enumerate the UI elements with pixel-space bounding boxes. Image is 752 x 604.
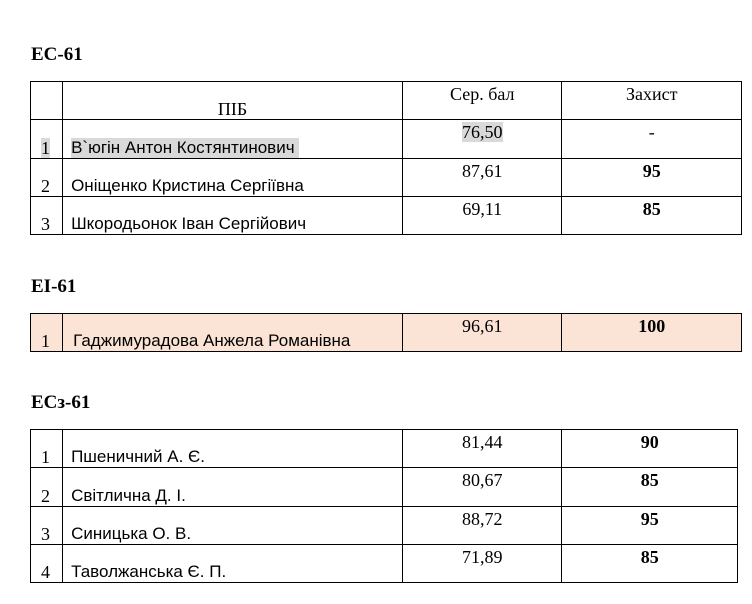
row-defense: 85 bbox=[642, 199, 661, 219]
header-name-label: ПІБ bbox=[217, 99, 248, 119]
row-avg: 87,61 bbox=[462, 161, 503, 181]
row-number: 4 bbox=[41, 562, 50, 582]
row-defense: 100 bbox=[638, 316, 666, 336]
row-avg: 69,11 bbox=[462, 199, 503, 219]
row-name: Синицька О. В. bbox=[71, 524, 192, 543]
row-name: Пшеничний А. Є. bbox=[71, 447, 205, 466]
table-row bbox=[31, 197, 742, 235]
table-ei61 bbox=[30, 313, 742, 352]
header-defense-cell bbox=[562, 82, 742, 120]
group-title-ei61: ЕІ-61 bbox=[31, 276, 77, 297]
row-defense: - bbox=[648, 122, 655, 142]
row-name: Світлична Д. І. bbox=[71, 486, 186, 505]
row-number: 3 bbox=[41, 524, 50, 544]
row-name: Таволжанська Є. П. bbox=[71, 562, 227, 581]
table-row bbox=[31, 120, 742, 159]
header-number-cell bbox=[31, 82, 63, 120]
table-row bbox=[31, 507, 738, 545]
row-number: 1 bbox=[41, 331, 50, 351]
row-number: 2 bbox=[41, 176, 50, 196]
row-name: В`югін Антон Костянтинович bbox=[71, 138, 298, 158]
header-name-cell bbox=[63, 82, 403, 120]
row-avg: 96,61 bbox=[462, 316, 503, 336]
table-row bbox=[31, 314, 742, 352]
row-avg: 80,67 bbox=[462, 470, 503, 490]
group-title-ecz61: ЕСз-61 bbox=[31, 392, 91, 413]
row-name: Шкородьонок Іван Сергійович bbox=[71, 214, 307, 233]
table-header-row bbox=[31, 82, 742, 120]
row-number: 1 bbox=[41, 138, 50, 158]
row-defense: 85 bbox=[640, 547, 659, 567]
table-row bbox=[31, 430, 738, 468]
row-defense: 95 bbox=[642, 161, 661, 181]
table-row bbox=[31, 545, 738, 583]
row-defense: 85 bbox=[640, 470, 659, 490]
row-number: 3 bbox=[41, 214, 50, 234]
row-number: 1 bbox=[41, 447, 50, 467]
row-avg: 88,72 bbox=[462, 509, 503, 529]
row-avg: 76,50 bbox=[462, 122, 503, 142]
row-number: 2 bbox=[41, 486, 50, 506]
table-row bbox=[31, 468, 738, 507]
row-name: Оніщенко Кристина Сергіївна bbox=[71, 176, 304, 195]
row-avg: 71,89 bbox=[462, 547, 503, 567]
row-defense: 95 bbox=[640, 509, 659, 529]
table-row bbox=[31, 159, 742, 197]
row-avg: 81,44 bbox=[462, 432, 503, 452]
row-defense: 90 bbox=[640, 432, 659, 452]
group-title-ec61: ЕС-61 bbox=[31, 44, 83, 65]
row-name: Гаджимурадова Анжела Романівна bbox=[73, 331, 351, 350]
header-avg-label: Сер. бал bbox=[449, 84, 515, 104]
header-defense-label: Захист bbox=[625, 84, 678, 104]
header-avg-cell bbox=[403, 82, 562, 120]
table-ecz61 bbox=[30, 429, 738, 583]
table-ec61 bbox=[30, 81, 742, 235]
